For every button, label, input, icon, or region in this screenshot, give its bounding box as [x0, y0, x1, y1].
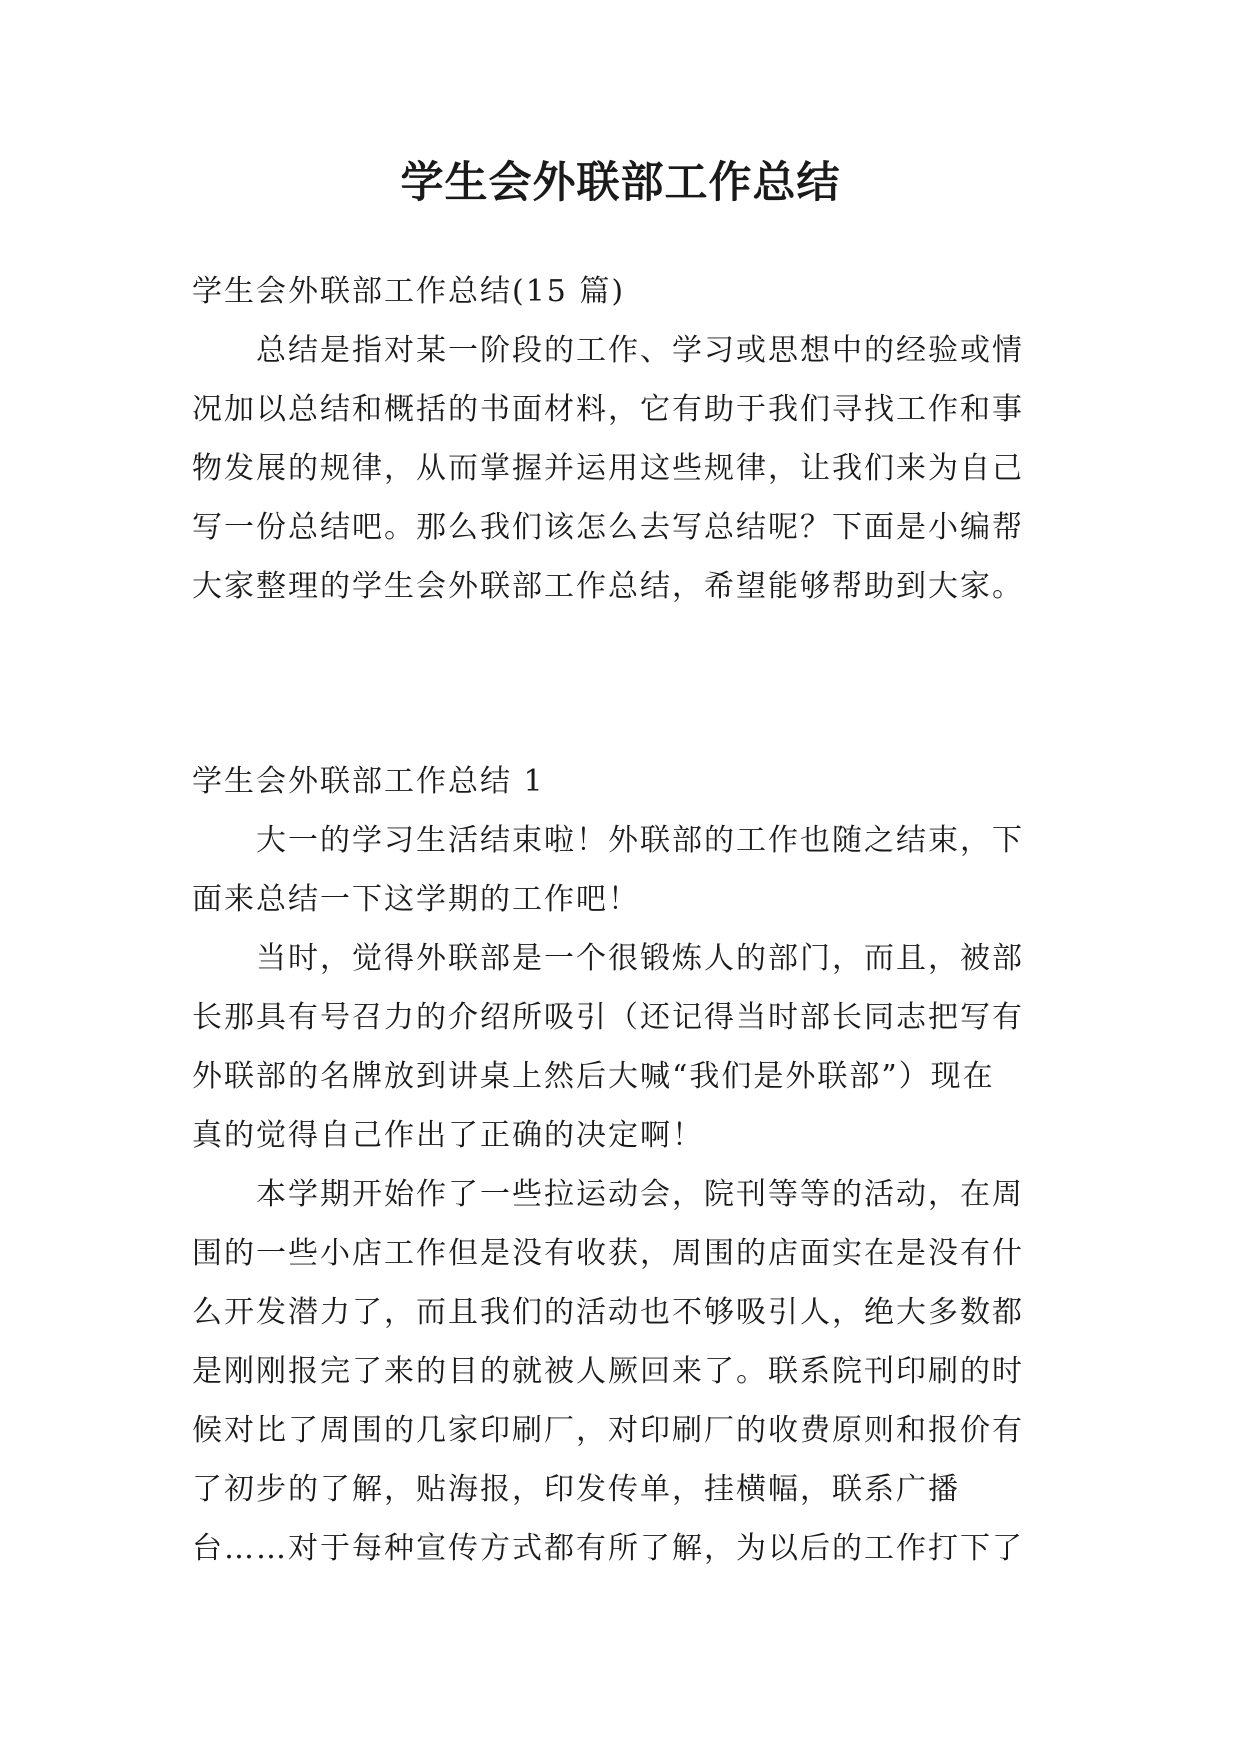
paragraph-line: 况加以总结和概括的书面材料，它有助于我们寻找工作和事 — [192, 392, 1024, 427]
paragraph-line: 外联部的名牌放到讲桌上然后大喊“我们是外联部”）现在 — [192, 1059, 995, 1094]
section-heading: 学生会外联部工作总结 1 — [192, 764, 545, 799]
paragraph-line: 总结是指对某一阶段的工作、学习或思想中的经验或情 — [256, 333, 1024, 368]
paragraph-line: 是刚刚报完了来的目的就被人厥回来了。联系院刊印刷的时 — [192, 1354, 1024, 1389]
paragraph-line: 大家整理的学生会外联部工作总结，希望能够帮助到大家。 — [192, 569, 1024, 604]
paragraph-line: 真的觉得自己作出了正确的决定啊！ — [192, 1118, 704, 1153]
section-1 — [192, 752, 1062, 1578]
paragraph-line: 围的一些小店工作但是没有收获，周围的店面实在是没有什 — [192, 1236, 1024, 1271]
paragraph-line: 台……对于每种宣传方式都有所了解，为以后的工作打下了 — [192, 1531, 1024, 1566]
paragraph-line: 么开发潜力了，而且我们的活动也不够吸引人，绝大多数都 — [192, 1295, 1024, 1330]
paragraph-line: 写一份总结吧。那么我们该怎么去写总结呢？下面是小编帮 — [192, 510, 1024, 545]
paragraph-line: 当时，觉得外联部是一个很锻炼人的部门，而且，被部 — [256, 941, 1024, 976]
paragraph-line: 大一的学习生活结束啦！外联部的工作也随之结束，下 — [256, 823, 1024, 858]
document-title: 学生会外联部工作总结 — [400, 158, 841, 208]
intro-heading: 学生会外联部工作总结(15 篇) — [192, 274, 626, 309]
paragraph-line: 长那具有号召力的介绍所吸引（还记得当时部长同志把写有 — [192, 1000, 1024, 1035]
paragraph-line: 候对比了周围的几家印刷厂，对印刷厂的收费原则和报价有 — [192, 1413, 1024, 1448]
intro-section — [192, 262, 1062, 616]
paragraph-line: 本学期开始作了一些拉运动会，院刊等等的活动，在周 — [256, 1177, 1024, 1212]
paragraph-line: 面来总结一下这学期的工作吧！ — [192, 882, 640, 917]
paragraph-line: 了初步的了解，贴海报，印发传单，挂横幅，联系广播 — [192, 1472, 960, 1507]
paragraph-line: 物发展的规律，从而掌握并运用这些规律，让我们来为自己 — [192, 451, 1024, 486]
